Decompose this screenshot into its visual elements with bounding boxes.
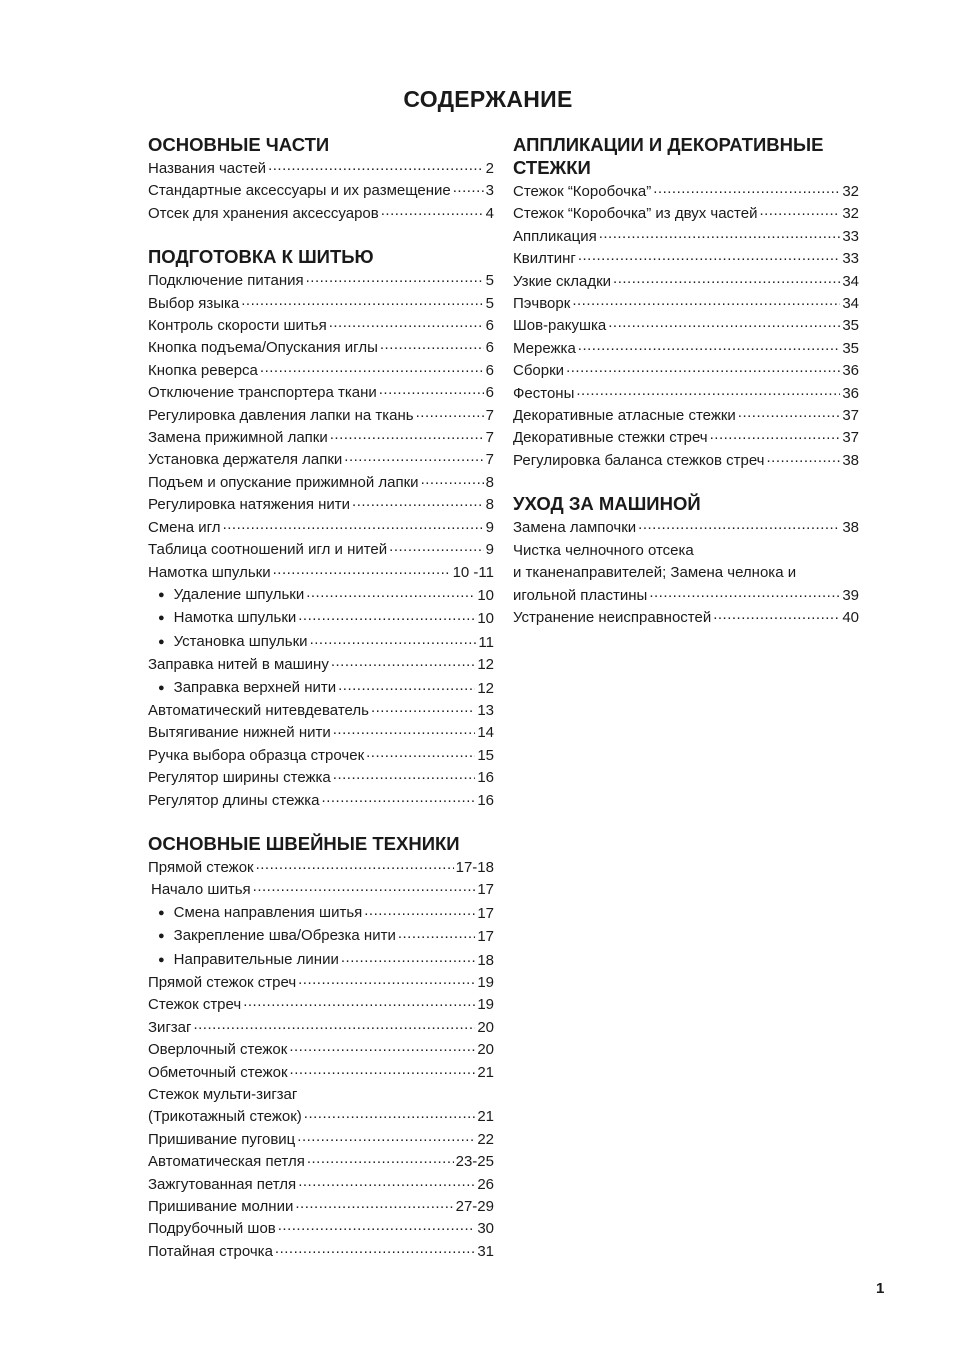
dot-leader: [243, 995, 475, 1017]
entry-page-number: 7: [485, 429, 494, 447]
dot-leader: [416, 405, 484, 427]
entry-label: Сборки: [513, 362, 565, 380]
entry-page-number: 35: [842, 339, 859, 357]
entry-label: Чистка челночного отсека: [513, 541, 694, 559]
entry-page-number: 5: [485, 272, 494, 290]
toc-entry: [148, 562, 494, 584]
entry-label: ● Смена направления шитья: [148, 902, 364, 925]
entry-label: Заправка нитей в машину: [148, 656, 329, 674]
entry-label: Узкие складки: [513, 272, 612, 290]
entry-label: Кнопка подъема/Опускания иглы: [148, 339, 378, 357]
toc-entry: [148, 994, 494, 1016]
toc-entry: [148, 1174, 494, 1196]
toc-entry: [513, 315, 859, 337]
entry-page-number: 11: [478, 633, 494, 651]
toc-entry: [148, 584, 494, 607]
toc-section: [513, 133, 859, 472]
entry-page-number: 19: [477, 996, 494, 1014]
entry-label: Устранение неисправностей: [513, 608, 712, 626]
toc-entry: [513, 607, 859, 629]
entry-label: Декоративные стежки стреч: [513, 429, 708, 447]
toc-entry: [148, 790, 494, 812]
entry-label: Автоматическая петля: [148, 1153, 305, 1171]
entry-label: Пришивание пуговиц: [148, 1130, 296, 1148]
entry-label: Стежок стреч: [148, 996, 242, 1014]
dot-leader: [253, 880, 476, 902]
entry-label: Прямой стежок: [148, 858, 254, 876]
entry-label: Стандартные аксессуары и их размещение: [148, 182, 451, 200]
dot-leader: [333, 768, 476, 790]
entry-page-number: 14: [477, 724, 494, 742]
entry-label: Подъем и опускание прижимной лапки: [148, 473, 419, 491]
section-heading: АППЛИКАЦИИ И ДЕКОРАТИВНЫЕ СТЕЖКИ: [513, 134, 824, 178]
dot-leader: [380, 338, 484, 360]
entry-page-number: 2: [485, 160, 494, 177]
dot-leader: [371, 700, 475, 722]
dot-leader: [364, 903, 475, 925]
dot-leader: [298, 972, 475, 994]
dot-leader: [329, 315, 484, 337]
toc-entry: [513, 271, 859, 293]
toc-entry: [148, 315, 494, 337]
dot-leader: [578, 338, 841, 360]
entry-page-number: 33: [842, 227, 859, 245]
entry-page-number: 16: [477, 769, 494, 787]
entry-label: Прямой стежок стреч: [148, 974, 297, 991]
entry-label: игольной пластины: [513, 586, 648, 604]
entry-page-number: 8: [485, 473, 494, 491]
entry-label: Автоматический нитевдеватель: [148, 701, 369, 719]
entry-page-number: 21: [477, 1063, 494, 1081]
entry-label: Вытягивание нижней нити: [148, 724, 331, 742]
entry-page-number: 39: [842, 586, 859, 604]
entry-page-number: 21: [477, 1108, 494, 1126]
toc-entry: [148, 158, 494, 180]
toc-entry: [148, 857, 494, 879]
toc-entry: [148, 654, 494, 676]
entry-label: ● Закрепление шва/Обрезка нити: [148, 925, 398, 948]
entry-label: Замена лампочки: [513, 519, 637, 537]
entry-page-number: 30: [477, 1220, 494, 1238]
entry-page-number: 10 -11: [452, 563, 494, 581]
entry-page-number: 6: [485, 317, 494, 335]
toc-entry: [148, 949, 494, 972]
entry-label: и тканенаправителей; Замена челнока и: [513, 564, 797, 582]
toc-entry: [148, 180, 494, 202]
dot-leader: [710, 428, 841, 450]
toc-entry: [148, 472, 494, 494]
entry-page-number: 22: [477, 1130, 494, 1148]
dot-leader: [613, 271, 840, 293]
entry-page-number: 10: [477, 586, 494, 604]
entry-page-number: 38: [842, 451, 859, 469]
toc-entry: [148, 1129, 494, 1151]
dot-leader: [366, 745, 475, 767]
dot-leader: [304, 1107, 476, 1129]
entry-page-number: 9: [485, 518, 494, 536]
toc-entry: [148, 1062, 494, 1084]
entry-label: Зигзаг: [148, 1018, 192, 1036]
entry-page-number: 33: [842, 250, 859, 268]
toc-entry: [148, 337, 494, 359]
dot-leader: [453, 181, 484, 203]
dot-leader: [310, 632, 477, 654]
entry-page-number: 17: [477, 904, 494, 922]
toc-entry: [148, 1218, 494, 1240]
entry-label: Начало шитья: [151, 881, 251, 899]
entry-label: Таблица соотношений игл и нитей: [148, 541, 388, 559]
entry-page-number: 10: [477, 610, 494, 628]
entry-page-number: 12: [477, 656, 494, 674]
dot-leader: [759, 204, 840, 226]
toc-section: [148, 245, 494, 812]
entry-label: Пришивание молнии: [148, 1198, 294, 1216]
entry-page-number: 20: [477, 1041, 494, 1059]
dot-leader: [295, 1196, 453, 1218]
section-heading: ПОДГОТОВКА К ШИТЬЮ: [148, 246, 374, 268]
dot-leader: [331, 655, 475, 677]
dot-leader: [193, 1017, 475, 1039]
entry-page-number: 15: [477, 746, 494, 764]
entry-page-number: 35: [842, 317, 859, 335]
dot-leader: [338, 678, 475, 700]
toc-entry: [148, 382, 494, 404]
entry-label: ● Направительные линии: [148, 949, 341, 972]
dot-leader: [275, 1241, 475, 1263]
section-heading: ОСНОВНЫЕ ШВЕЙНЫЕ ТЕХНИКИ: [148, 832, 460, 854]
entry-label: Регулировка баланса стежков стреч: [513, 451, 765, 469]
entry-label: Регулировка натяжения нити: [148, 496, 351, 514]
entry-page-number: 36: [842, 384, 859, 402]
page-number: 1: [876, 1280, 885, 1297]
entry-label: Установка держателя лапки: [148, 451, 343, 469]
entry-page-number: 3: [485, 182, 494, 200]
entry-page-number: 37: [842, 407, 859, 425]
entry-label: Квилтинг: [513, 250, 576, 268]
entry-label: Названия частей: [148, 160, 267, 177]
entry-label: Регулятор длины стежка: [148, 791, 320, 809]
toc-entry: [148, 1084, 494, 1106]
entry-label: Кнопка реверса: [148, 361, 258, 379]
toc-entry: [148, 925, 494, 948]
dot-leader: [289, 1040, 475, 1062]
entry-label: Потайная строчка: [148, 1242, 273, 1260]
toc-entry: [513, 226, 859, 248]
section-heading: ОСНОВНЫЕ ЧАСТИ: [148, 134, 330, 155]
toc-entry: [148, 607, 494, 630]
toc-entry: [148, 745, 494, 767]
toc-entry: [148, 902, 494, 925]
dot-leader: [290, 1062, 476, 1084]
dot-leader: [330, 427, 484, 449]
dot-leader: [638, 518, 840, 540]
dot-leader: [306, 585, 475, 607]
dot-leader: [379, 383, 484, 405]
dot-leader: [298, 609, 475, 631]
dot-leader: [307, 1152, 454, 1174]
entry-label: Смена игл: [148, 518, 221, 536]
toc-entry: [148, 360, 494, 382]
entry-label: Подключение питания: [148, 272, 304, 290]
toc-entry: [148, 1196, 494, 1218]
entry-page-number: 34: [842, 295, 859, 313]
entry-page-number: 34: [842, 272, 859, 290]
toc-entry: [513, 562, 859, 584]
toc-entry: [148, 494, 494, 516]
entry-label: Аппликация: [513, 227, 597, 245]
entry-page-number: 17-18: [455, 858, 494, 876]
toc-entry: [148, 1106, 494, 1128]
dot-leader: [421, 472, 484, 494]
toc-entry: [148, 449, 494, 471]
toc-entry: [148, 427, 494, 449]
entry-page-number: 23-25: [455, 1153, 494, 1171]
entry-page-number: 4: [485, 204, 494, 222]
toc-entry: [148, 539, 494, 561]
toc-entry: [513, 517, 859, 539]
dot-leader: [599, 226, 841, 248]
toc-entry: [148, 1241, 494, 1263]
toc-entry: [513, 585, 859, 607]
toc-entry: [148, 1017, 494, 1039]
toc-entry: [148, 270, 494, 292]
dot-leader: [389, 540, 483, 562]
toc-entry: [513, 181, 859, 203]
entry-label: (Трикотажный стежок): [148, 1108, 302, 1126]
dot-leader: [653, 181, 840, 203]
dot-leader: [572, 293, 840, 315]
entry-page-number: 7: [485, 451, 494, 469]
dot-leader: [576, 383, 840, 405]
toc-section: [148, 832, 494, 1263]
entry-page-number: 17: [477, 928, 494, 946]
dot-leader: [223, 517, 484, 539]
toc-entry: [513, 203, 859, 225]
entry-page-number: 16: [477, 791, 494, 809]
entry-label: Отсек для хранения аксессуаров: [148, 204, 379, 222]
dot-leader: [256, 857, 454, 879]
entry-page-number: 17: [477, 881, 494, 899]
dot-leader: [278, 1219, 476, 1241]
entry-page-number: 37: [842, 429, 859, 447]
entry-label: Стежок мульти-зигзаг: [148, 1086, 298, 1104]
entry-page-number: 6: [485, 339, 494, 357]
toc-entry: [513, 293, 859, 315]
entry-page-number: 8: [485, 496, 494, 514]
toc-entry: [513, 427, 859, 449]
dot-leader: [578, 249, 840, 271]
toc-entry: [148, 879, 494, 901]
toc-entry: [513, 248, 859, 270]
dot-leader: [241, 293, 483, 315]
entry-label: Намотка шпульки: [148, 563, 271, 581]
entry-label: Мережка: [513, 339, 576, 357]
dot-leader: [297, 1129, 475, 1151]
entry-label: Регулятор ширины стежка: [148, 769, 331, 787]
toc-entry: [513, 383, 859, 405]
toc-entry: [513, 540, 859, 562]
entry-label: Замена прижимной лапки: [148, 429, 328, 447]
entry-page-number: 20: [477, 1018, 494, 1036]
entry-page-number: 27-29: [455, 1198, 494, 1216]
dot-leader: [341, 950, 475, 972]
entry-label: Обметочный стежок: [148, 1063, 288, 1081]
dot-leader: [766, 450, 840, 472]
entry-label: Контроль скорости шитья: [148, 317, 327, 335]
entry-label: Стежок “Коробочка” из двух частей: [513, 205, 758, 223]
entry-label: Отключение транспортера ткани: [148, 384, 377, 402]
entry-page-number: 31: [477, 1242, 494, 1260]
dot-leader: [260, 360, 484, 382]
entry-label: Стежок “Коробочка”: [513, 183, 652, 200]
entry-page-number: 19: [477, 974, 494, 991]
toc-right-column: [513, 133, 859, 649]
toc-entry: [148, 517, 494, 539]
toc-entry: [148, 677, 494, 700]
entry-page-number: 26: [477, 1175, 494, 1193]
entry-page-number: 6: [485, 384, 494, 402]
toc-entry: [513, 338, 859, 360]
entry-page-number: 18: [477, 951, 494, 969]
dot-leader: [268, 158, 484, 180]
toc-entry: [148, 293, 494, 315]
entry-page-number: 13: [477, 701, 494, 719]
toc-section: [148, 133, 494, 225]
entry-label: ● Удаление шпульки: [148, 584, 306, 607]
section-heading: УХОД ЗА МАШИНОЙ: [513, 493, 701, 515]
toc-entry: [148, 972, 494, 994]
toc-entry: [513, 360, 859, 382]
toc-entry: [148, 1039, 494, 1061]
toc-section: [513, 492, 859, 629]
entry-label: ● Намотка шпульки: [148, 607, 298, 630]
entry-label: Подрубочный шов: [148, 1220, 276, 1238]
entry-label: Фестоны: [513, 384, 575, 402]
dot-leader: [352, 495, 484, 517]
dot-leader: [333, 723, 476, 745]
entry-label: Пэчворк: [513, 295, 571, 313]
toc-entry: [513, 450, 859, 472]
toc-entry: [148, 631, 494, 654]
dot-leader: [381, 203, 484, 225]
entry-label: Оверлочный стежок: [148, 1041, 288, 1059]
dot-leader: [273, 562, 451, 584]
dot-leader: [713, 607, 840, 629]
toc-left-column: [148, 133, 494, 1283]
entry-page-number: 12: [477, 679, 494, 697]
dot-leader: [738, 405, 841, 427]
entry-label: ● Заправка верхней нити: [148, 677, 338, 700]
dot-leader: [649, 585, 840, 607]
entry-page-number: 32: [842, 183, 859, 200]
dot-leader: [322, 790, 476, 812]
dot-leader: [306, 271, 484, 293]
entry-label: Декоративные атласные стежки: [513, 407, 736, 425]
entry-page-number: 32: [842, 205, 859, 223]
toc-entry: [148, 767, 494, 789]
toc-entry: [148, 203, 494, 225]
dot-leader: [298, 1174, 475, 1196]
toc-entry: [148, 700, 494, 722]
page-title: СОДЕРЖАНИЕ: [403, 86, 573, 112]
entry-page-number: 5: [485, 294, 494, 312]
entry-label: Регулировка давления лапки на ткань: [148, 406, 414, 424]
entry-page-number: 38: [842, 519, 859, 537]
dot-leader: [398, 927, 475, 949]
entry-label: Шов-ракушка: [513, 317, 607, 335]
toc-entry: [148, 722, 494, 744]
toc-entry: [513, 405, 859, 427]
dot-leader: [344, 450, 483, 472]
entry-label: Ручка выбора образца строчек: [148, 746, 365, 764]
toc-entry: [148, 405, 494, 427]
entry-page-number: 6: [485, 361, 494, 379]
entry-label: Выбор языка: [148, 294, 240, 312]
entry-page-number: 36: [842, 362, 859, 380]
entry-page-number: 9: [485, 541, 494, 559]
entry-page-number: 40: [842, 608, 859, 626]
entry-label: ● Установка шпульки: [148, 631, 310, 654]
toc-entry: [148, 1151, 494, 1173]
entry-label: Зажгутованная петля: [148, 1175, 297, 1193]
dot-leader: [566, 361, 840, 383]
dot-leader: [608, 316, 840, 338]
entry-page-number: 7: [485, 406, 494, 424]
